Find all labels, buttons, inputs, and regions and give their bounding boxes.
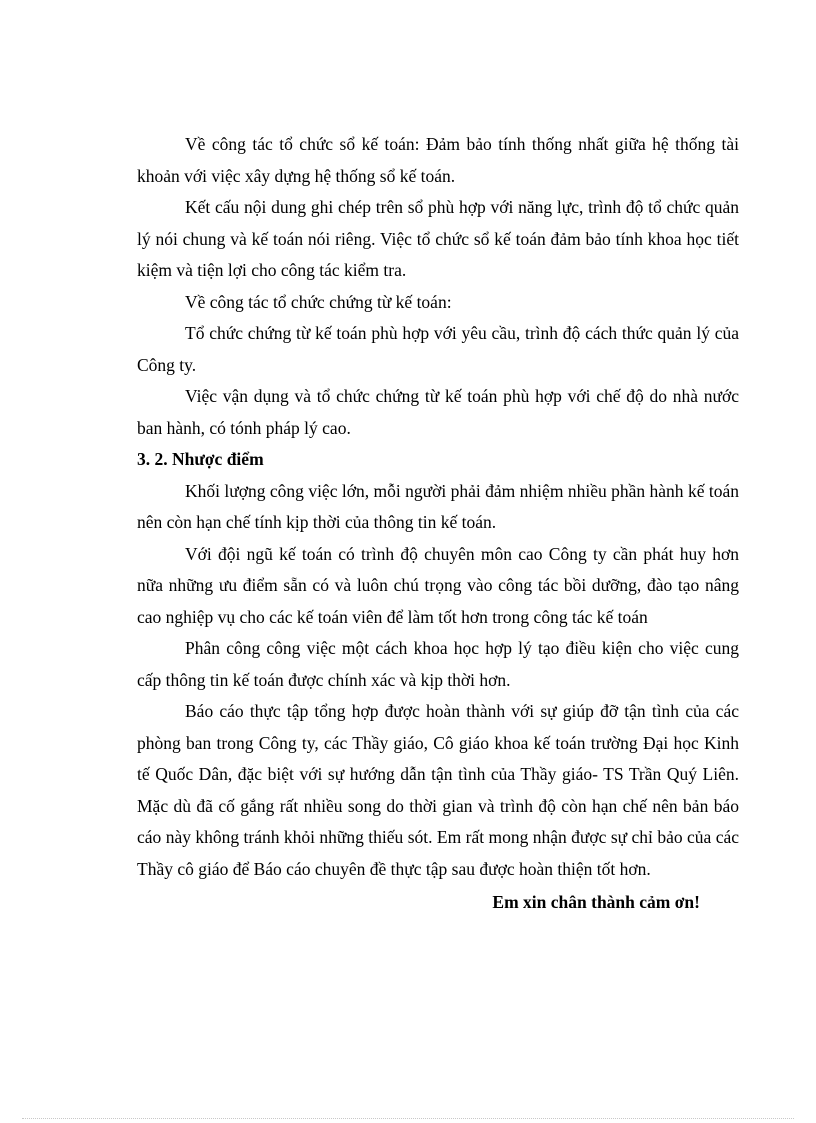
paragraph: Việc vận dụng và tổ chức chứng từ kế toán phù hợp với chế độ do nhà nước ban hành, có tónh pháp lý cao. (137, 386, 739, 438)
document-body (137, 129, 739, 919)
page-bottom-divider (22, 1118, 794, 1119)
paragraph: Về công tác tổ chức chứng từ kế toán: (185, 291, 452, 312)
paragraph: Tổ chức chứng từ kế toán phù hợp với yêu cầu, trình độ cách thức quản lý của Công ty. (137, 323, 739, 375)
paragraph: Khối lượng công việc lớn, mỗi người phải đảm nhiệm nhiều phần hành kế toán nên còn hạn chế tính kịp thời của thông tin kế toán. (137, 480, 739, 532)
paragraph: Kết cấu nội dung ghi chép trên sổ phù hợp với năng lực, trình độ tổ chức quản lý nói chung và kế toán nói riêng. Việc tổ chức sổ kế toán đảm bảo tính khoa học tiết kiệm và tiện lợi cho công tác kiểm tra. (137, 197, 739, 280)
paragraph: Về công tác tổ chức sổ kế toán: Đảm bảo tính thống nhất giữa hệ thống tài khoản với việc xây dựng hệ thống sổ kế toán. (137, 134, 739, 186)
closing-line: Em xin chân thành cảm ơn! (492, 892, 700, 912)
paragraph: Với đội ngũ kế toán có trình độ chuyên môn cao Công ty cần phát huy hơn nữa những ưu điểm sẵn có và luôn chú trọng vào công tác bồi dưỡng, đào tạo nâng cao nghiệp vụ cho các kế toán viên để làm tốt hơn trong công tác kế toán (137, 543, 739, 627)
paragraph: Báo cáo thực tập tổng hợp được hoàn thành với sự giúp đỡ tận tình của các phòng ban trong Công ty, các Thầy giáo, Cô giáo khoa kế toán trường Đại học Kinh tế Quốc Dân, đặc biệt với sự hướng dẫn tận tình của Thầy giáo- TS Trần Quý Liên. Mặc dù đã cố gắng rất nhiều song do thời gian và trình độ còn hạn chế nên bản báo cáo này không tránh khỏi những thiếu sót. Em rất mong nhận được sự chỉ bảo của các Thầy cô giáo để Báo cáo chuyên đề thực tập sau được hoàn thiện tốt hơn. (137, 701, 739, 879)
paragraph: Phân công công việc một cách khoa học hợp lý tạo điều kiện cho việc cung cấp thông tin kế toán được chính xác và kịp thời hơn. (137, 638, 739, 690)
section-heading: 3. 2. Nhược điểm (137, 449, 264, 469)
